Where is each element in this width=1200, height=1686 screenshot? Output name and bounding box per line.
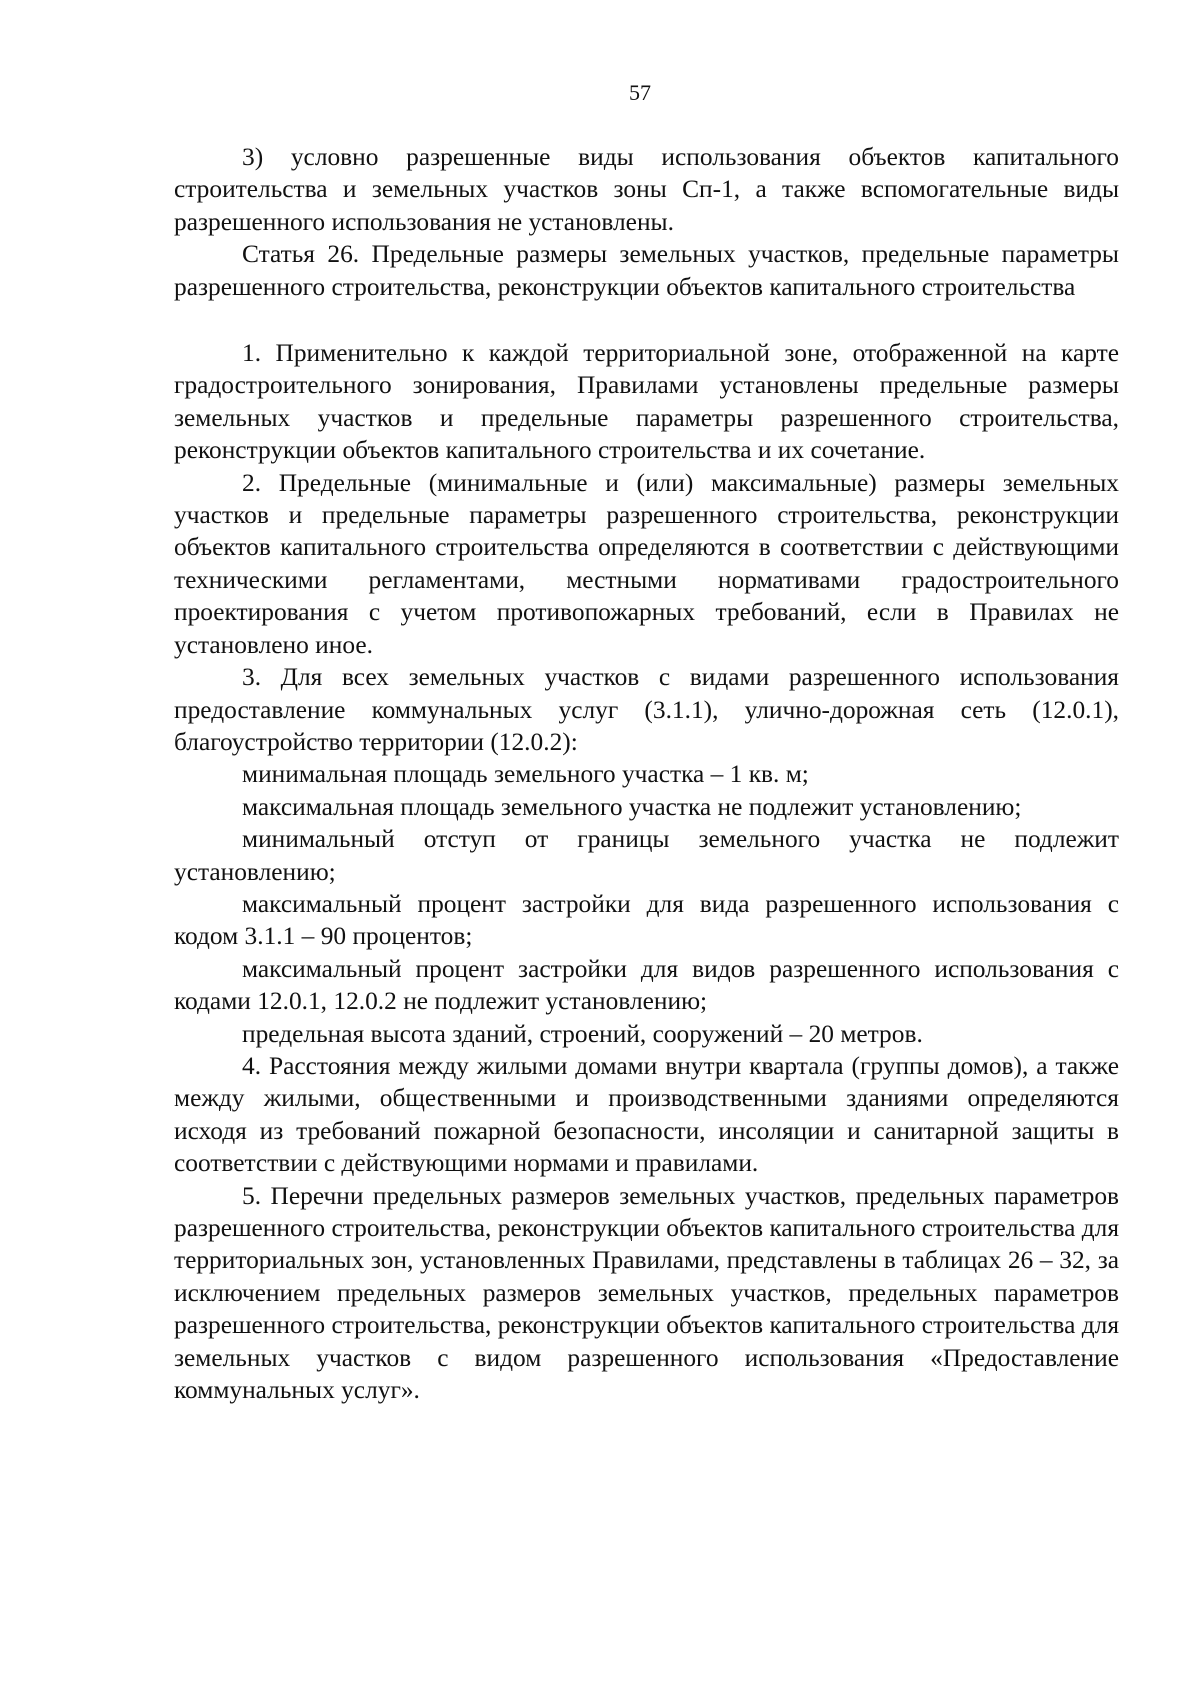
article-heading: Статья 26. Предельные размеры земельных участков, предельные параметры разрешенного строительства, реконструкции объектов капитального строительства <box>174 240 1119 301</box>
list-item: максимальный процент застройки для видов разрешенного использования с кодами 12.0.1, 12.0.2 не подлежит установлению; <box>174 954 1119 1016</box>
page-number: 57 <box>629 80 651 105</box>
paragraph-4: 4. Расстояния между жилыми домами внутри квартала (группы домов), а также между жилыми, общественными и производственными зданиями определяются исходя из требований пожарной безопасности, инсоляции и санитарной защиты в соответствии с действующими нормами и правилами. <box>174 1051 1119 1178</box>
list-item: минимальный отступ от границы земельного участка не подлежит установлению; <box>174 825 1119 886</box>
paragraph-2: 2. Предельные (минимальные и (или) максимальные) размеры земельных участков и предельные параметры разрешенного строительства, реконструкции объектов капитального строительства определяются в соответствии с действующими техническими регламентами, местными нормативами градостроительного проектирования с учетом противопожарных требований, если в Правилах не установлено иное. <box>174 468 1119 659</box>
intro-paragraph: 3) условно разрешенные виды использования объектов капитального строительства и земельных участков зоны Сп-1, а также вспомогательные виды разрешенного использования не установлены. <box>174 143 1119 236</box>
paragraph-3: 3. Для всех земельных участков с видами разрешенного использования предоставление коммунальных услуг (3.1.1), улично-дорожная сеть (12.0.1), благоустройство территории (12.0.2): <box>174 663 1119 756</box>
document-body <box>174 141 1119 1406</box>
paragraph-5: 5. Перечни предельных размеров земельных участков, предельных параметров разрешенного строительства, реконструкции объектов капитального строительства для территориальных зон, установленных Правилами, представлены в таблицах 26 – 32, за исключением предельных размеров земельных участков, предельных параметров разрешенного строительства, реконструкции объектов капитального строительства для земельных участков с видом разрешенного использования «Предоставление коммунальных услуг». <box>174 1181 1119 1405</box>
list-item: максимальная площадь земельного участка не подлежит установлению; <box>242 792 1022 821</box>
paragraph-1: 1. Применительно к каждой территориальной зоне, отображенной на карте градостроительного зонирования, Правилами установлены предельные размеры земельных участков и предельные параметры разрешенного строительства, реконструкции объектов капитального строительства и их сочетание. <box>174 339 1119 465</box>
list-item: максимальный процент застройки для вида разрешенного использования с кодом 3.1.1 – 90 процентов; <box>174 889 1119 951</box>
list-item: минимальная площадь земельного участка – 1 кв. м; <box>242 760 809 789</box>
list-item: предельная высота зданий, строений, сооружений – 20 метров. <box>242 1019 923 1048</box>
